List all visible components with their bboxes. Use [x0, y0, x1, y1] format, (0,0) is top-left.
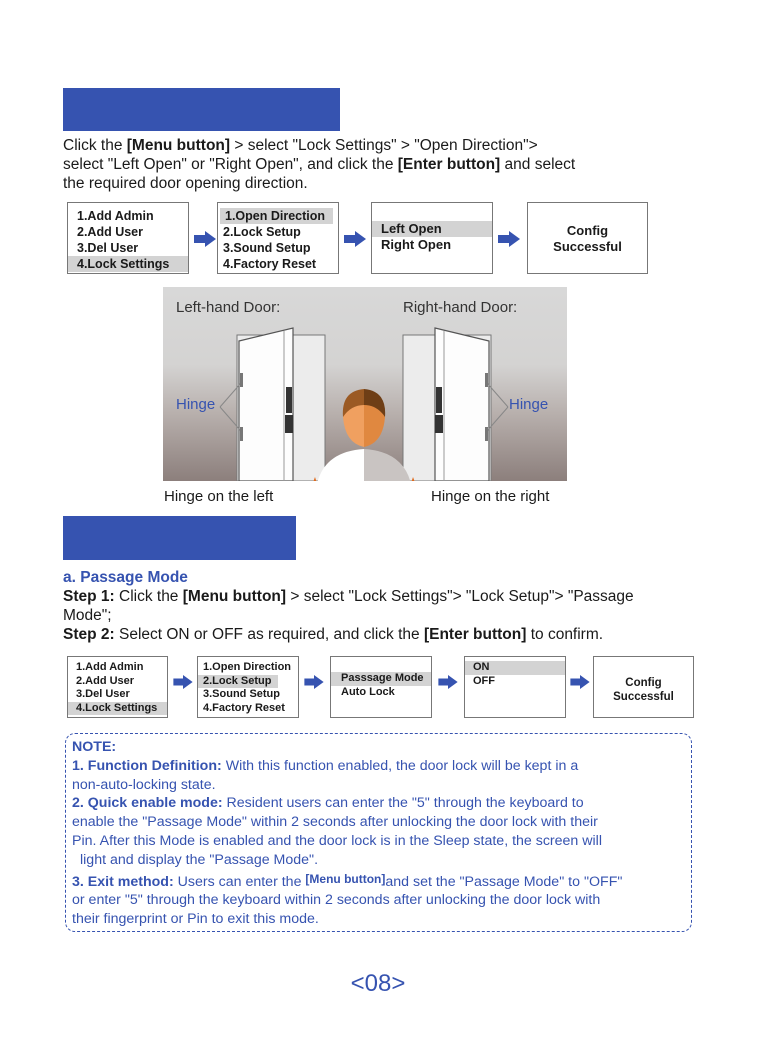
- menu-item-selected: 2.Lock Setup: [198, 675, 278, 689]
- menu-item-selected: Passsage Mode: [331, 672, 431, 686]
- arrow-right-icon: [570, 675, 590, 689]
- hinge-label-right: Hinge: [509, 396, 549, 413]
- menu-item: 2.Lock Setup: [223, 225, 301, 239]
- main-menu-screen: [67, 656, 168, 718]
- open-direction-screen: [371, 202, 493, 274]
- successful-label: Successful: [613, 691, 674, 703]
- note-title: NOTE:: [72, 739, 117, 755]
- page-number: <08>: [350, 970, 406, 997]
- menu-item: 2.Add User: [76, 674, 135, 687]
- successful-label: Successful: [553, 239, 622, 254]
- config-success-screen: [593, 656, 694, 718]
- passage-mode-title: a. Passage Mode: [63, 569, 188, 586]
- instruction-text: Click the [Menu button] > select "Lock Settings" > "Open Direction"> select "Left Open" or "Right Open", and click the [Enter button] and select the required door opening direction.: [63, 137, 576, 192]
- arrow-right-icon: [344, 231, 366, 247]
- menu-item: Auto Lock: [341, 685, 395, 698]
- menu-item: 4.Factory Reset: [203, 701, 285, 714]
- passage-mode-screen: [464, 656, 566, 718]
- menu-item: 3.Sound Setup: [223, 241, 311, 255]
- config-label: Config: [625, 677, 662, 689]
- caption-left: Hinge on the left: [164, 488, 274, 505]
- main-menu-screen: [67, 202, 189, 274]
- door-illustration: [163, 287, 567, 481]
- lock-settings-screen: [197, 656, 299, 718]
- lock-setup-screen: [330, 656, 432, 718]
- hinge-label-left: Hinge: [176, 396, 216, 413]
- caption-right: Hinge on the right: [431, 488, 550, 505]
- menu-item: OFF: [473, 674, 495, 687]
- left-door-title: Left-hand Door:: [176, 299, 281, 316]
- menu-item: Right Open: [381, 237, 452, 252]
- arrow-right-icon: [438, 675, 458, 689]
- menu-item-selected: 1.Open Direction: [220, 208, 333, 224]
- menu-item: 2.Add User: [77, 225, 143, 239]
- menu-item-selected: 4.Lock Settings: [68, 702, 167, 716]
- menu-item: 1.Add Admin: [77, 209, 154, 223]
- arrow-right-icon: [173, 675, 193, 689]
- menu-item: 4.Factory Reset: [223, 257, 317, 271]
- arrow-right-icon: [304, 675, 324, 689]
- menu-item: 1.Open Direction: [203, 661, 292, 673]
- menu-item: 3.Del User: [77, 241, 139, 255]
- menu-item-selected: 4.Lock Settings: [68, 256, 188, 272]
- menu-item-selected: ON: [465, 661, 565, 675]
- menu-item: 3.Sound Setup: [203, 688, 280, 700]
- section-header-bar: [63, 516, 296, 560]
- config-success-screen: [527, 202, 648, 274]
- arrow-right-icon: [194, 231, 216, 247]
- menu-item-selected: Left Open: [372, 221, 492, 237]
- arrow-right-icon: [498, 231, 520, 247]
- menu-item: 3.Del User: [76, 688, 130, 700]
- config-label: Config: [566, 223, 609, 238]
- right-door-title: Right-hand Door:: [403, 299, 518, 316]
- step-instructions: Step 1: Click the [Menu button] > select "Lock Settings"> "Lock Setup"> "Passage Mode"; Step 2: Select ON or OFF as required, and click the [Enter button] to confirm.: [63, 588, 634, 643]
- lock-settings-screen: [217, 202, 339, 274]
- menu-item: 1.Add Admin: [76, 661, 144, 673]
- note-box: NOTE: 1. Function Definition: With this function enabled, the door lock will be kept in a non-auto-locking state. 2. Quick enable mode: Resident users can enter the "5" through the keyboard to enable the "Passage Mode" within 2 seconds after unlocking the door lock with their Pin. After this Mode is enabled and the door lock is in the Sleep state, the screen will light and display the "Passage Mode". 3. Exit method: Users can enter the [Menu button]and set the "Passage Mode" to "OFF" or enter "5" through the keyboard within 2 seconds after unlocking the door lock with their fingerprint or Pin to exit this mode.: [65, 733, 692, 932]
- doors-and-person-drawing: [163, 287, 567, 481]
- section-header-bar: [63, 88, 340, 131]
